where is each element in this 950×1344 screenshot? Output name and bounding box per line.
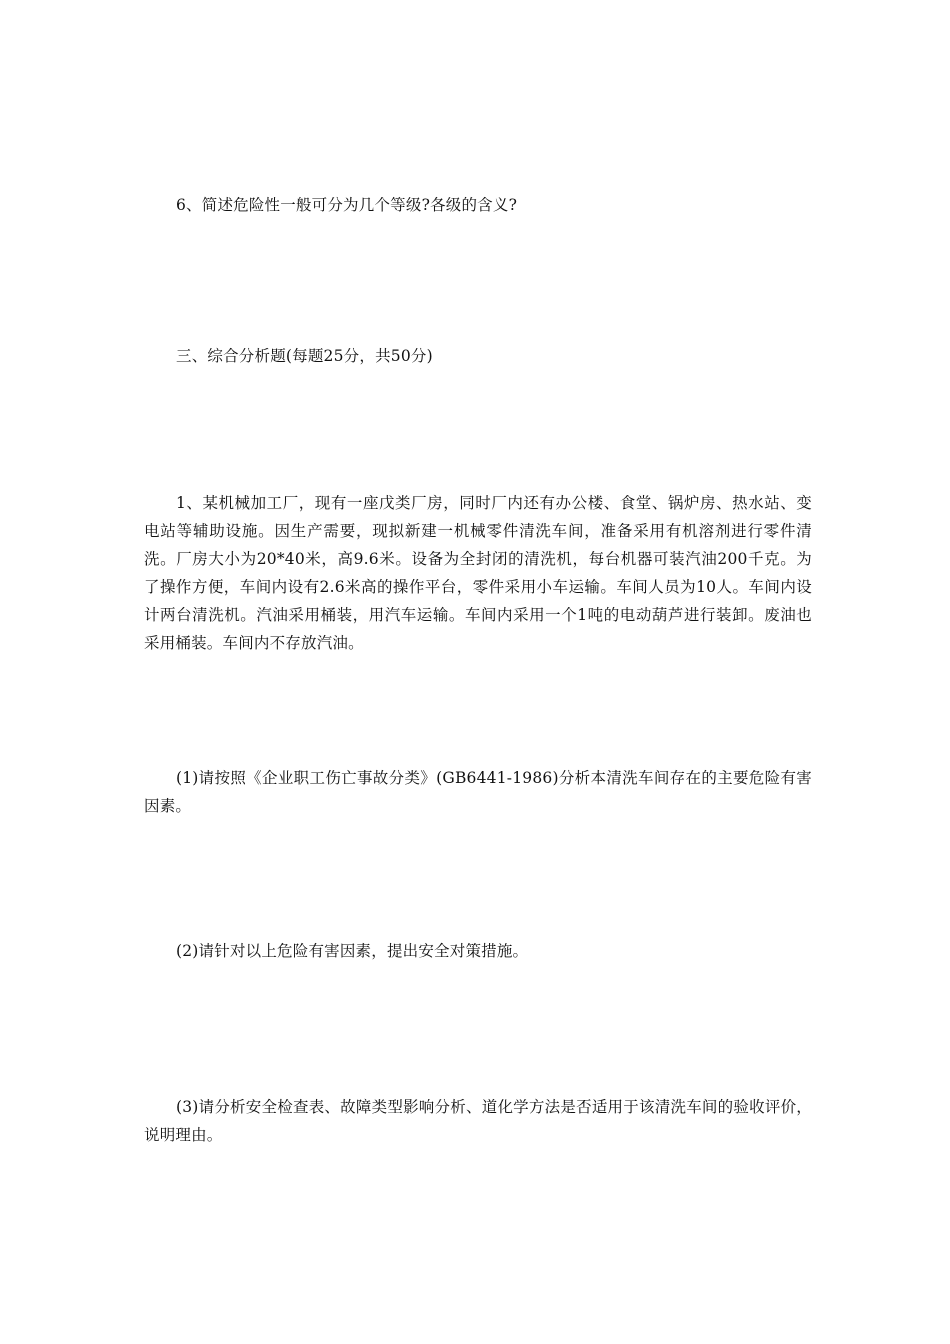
sub-question-3: (3)请分析安全检查表、故障类型影响分析、道化学方法是否适用于该清洗车间的验收评价，说明理由。 — [144, 1098, 812, 1144]
sub-question-1: (1)请按照《企业职工伤亡事故分类》(GB6441-1986)分析本清洗车间存在的主要危险有害因素。 — [144, 769, 812, 815]
case-study-1: 1、某机械加工厂，现有一座戊类厂房，同时厂内还有办公楼、食堂、锅炉房、热水站、变电站等辅助设施。因生产需要，现拟新建一机械零件清洗车间，准备采用有机溶剂进行零件清洗。厂房大小为20*40米，高9.6米。设备为全封闭的清洗机，每台机器可装汽油200千克。为了操作方便，车间内设有2.6米高的操作平台，零件采用小车运输。车间人员为10人。车间内设计两台清洗机。汽油采用桶装，用汽车运输。车间内采用一个1吨的电动葫芦进行装卸。废油也采用桶装。车间内不存放汽油。 — [144, 494, 812, 652]
sub-question-2: (2)请针对以上危险有害因素，提出安全对策措施。 — [176, 942, 529, 960]
section-3-heading: 三、综合分析题(每题25分，共50分) — [176, 347, 433, 365]
question-6: 6、简述危险性一般可分为几个等级?各级的含义? — [176, 196, 518, 214]
